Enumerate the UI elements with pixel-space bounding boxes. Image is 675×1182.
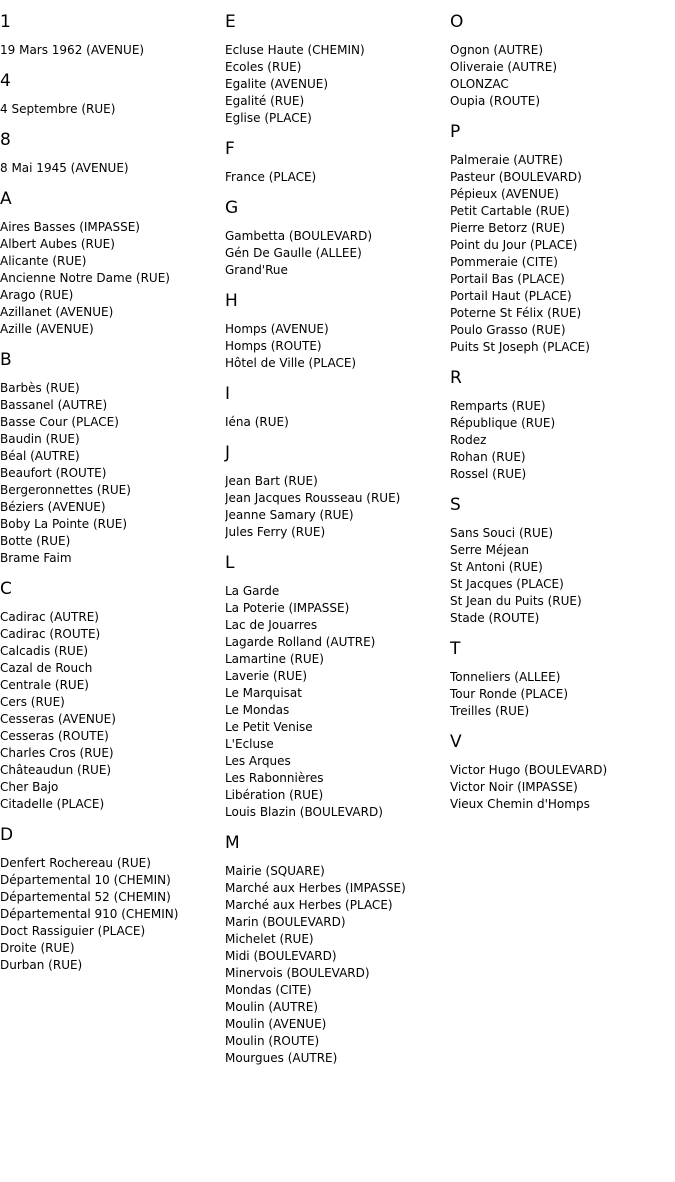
street-link[interactable]: Victor Hugo (BOULEVARD) — [450, 763, 608, 777]
street-link[interactable]: Droite (RUE) — [0, 941, 75, 955]
letter-heading: O — [450, 12, 464, 32]
letter-group — [0, 130, 222, 177]
street-link[interactable]: Minervois (BOULEVARD) — [225, 966, 370, 980]
street-link[interactable]: Grand'Rue — [225, 263, 288, 277]
letter-heading: A — [0, 189, 12, 209]
letter-heading: E — [225, 12, 236, 32]
street-link[interactable]: Citadelle (PLACE) — [0, 797, 105, 811]
street-link[interactable]: Ancienne Notre Dame (RUE) — [0, 271, 170, 285]
street-link[interactable]: Libération (RUE) — [225, 788, 324, 802]
street-link[interactable]: Stade (ROUTE) — [450, 611, 540, 625]
street-link[interactable]: Calcadis (RUE) — [0, 644, 89, 658]
street-link[interactable]: Alicante (RUE) — [0, 254, 87, 268]
letter-group — [450, 732, 672, 813]
street-link[interactable]: Laverie (RUE) — [225, 669, 308, 683]
street-link[interactable]: Oupia (ROUTE) — [450, 94, 541, 108]
letter-heading: T — [450, 639, 461, 659]
street-link[interactable]: Moulin (ROUTE) — [225, 1034, 320, 1048]
street-link[interactable]: Châteaudun (RUE) — [0, 763, 112, 777]
street-link[interactable]: Lagarde Rolland (AUTRE) — [225, 635, 376, 649]
letter-heading: S — [450, 495, 461, 515]
street-link[interactable]: 8 Mai 1945 (AVENUE) — [0, 161, 129, 175]
street-link[interactable]: Basse Cour (PLACE) — [0, 415, 119, 429]
letter-group — [225, 833, 447, 1067]
street-list — [225, 863, 447, 1067]
letter-heading: C — [0, 579, 12, 599]
letter-group — [225, 12, 447, 127]
street-list — [225, 414, 447, 431]
street-link[interactable]: Homps (AVENUE) — [225, 322, 329, 336]
street-link[interactable]: Départemental 52 (CHEMIN) — [0, 890, 171, 904]
street-link[interactable]: Moulin (AUTRE) — [225, 1000, 318, 1014]
letter-group — [450, 12, 672, 110]
letter-group — [0, 189, 222, 338]
letter-heading: J — [225, 443, 231, 463]
street-link[interactable]: Midi (BOULEVARD) — [225, 949, 337, 963]
street-link[interactable]: France (PLACE) — [225, 170, 317, 184]
street-link[interactable]: Poterne St Félix (RUE) — [450, 306, 582, 320]
street-link[interactable]: Rossel (RUE) — [450, 467, 527, 481]
street-link[interactable]: Cesseras (AVENUE) — [0, 712, 116, 726]
letter-group — [225, 291, 447, 372]
letter-group — [225, 443, 447, 541]
street-link[interactable]: Cers (RUE) — [0, 695, 65, 709]
street-link[interactable]: Jeanne Samary (RUE) — [225, 508, 354, 522]
letter-group — [225, 384, 447, 431]
street-link[interactable]: Départemental 10 (CHEMIN) — [0, 873, 171, 887]
street-link[interactable]: Ecoles (RUE) — [225, 60, 302, 74]
street-link[interactable]: Béal (AUTRE) — [0, 449, 80, 463]
street-link[interactable]: Ecluse Haute (CHEMIN) — [225, 43, 365, 57]
letter-heading: 1 — [0, 12, 11, 32]
street-list — [450, 152, 672, 356]
street-list — [0, 380, 222, 567]
letter-heading: I — [225, 384, 231, 404]
street-link[interactable]: Rodez — [450, 433, 487, 447]
street-link[interactable]: Cadirac (ROUTE) — [0, 627, 101, 641]
street-link[interactable]: Lamartine (RUE) — [225, 652, 324, 666]
street-list — [0, 855, 222, 974]
street-link[interactable]: Les Arques — [225, 754, 291, 768]
street-link[interactable]: Brame Faim — [0, 551, 72, 565]
street-list — [0, 42, 222, 59]
street-list — [225, 169, 447, 186]
street-link[interactable]: Iéna (RUE) — [225, 415, 289, 429]
street-link[interactable]: Marché aux Herbes (IMPASSE) — [225, 881, 406, 895]
street-link[interactable]: Tonneliers (ALLEE) — [450, 670, 561, 684]
street-link[interactable]: Portail Haut (PLACE) — [450, 289, 572, 303]
street-list — [225, 583, 447, 821]
street-link[interactable]: St Jean du Puits (RUE) — [450, 594, 582, 608]
street-link[interactable]: Egalité (RUE) — [225, 94, 305, 108]
street-link[interactable]: Vieux Chemin d'Homps — [450, 797, 590, 811]
index-column-1 — [0, 0, 222, 986]
letter-heading: V — [450, 732, 462, 752]
street-link[interactable]: Cesseras (ROUTE) — [0, 729, 109, 743]
street-link[interactable]: Egalite (AVENUE) — [225, 77, 329, 91]
street-link[interactable]: Point du Jour (PLACE) — [450, 238, 578, 252]
letter-group — [450, 368, 672, 483]
street-link[interactable]: Jules Ferry (RUE) — [225, 525, 326, 539]
street-link[interactable]: Azillanet (AVENUE) — [0, 305, 114, 319]
street-link[interactable]: Hôtel de Ville (PLACE) — [225, 356, 357, 370]
street-link[interactable]: Moulin (AVENUE) — [225, 1017, 327, 1031]
street-link[interactable]: Bergeronnettes (RUE) — [0, 483, 131, 497]
street-link[interactable]: Cazal de Rouch — [0, 661, 93, 675]
street-link[interactable]: Charles Cros (RUE) — [0, 746, 114, 760]
street-link[interactable]: Aires Basses (IMPASSE) — [0, 220, 140, 234]
street-link[interactable]: Serre Méjean — [450, 543, 530, 557]
letter-group — [450, 495, 672, 627]
street-list — [0, 160, 222, 177]
street-link[interactable]: Albert Aubes (RUE) — [0, 237, 115, 251]
street-link[interactable]: Azille (AVENUE) — [0, 322, 94, 336]
street-link[interactable]: Pierre Betorz (RUE) — [450, 221, 566, 235]
street-link[interactable]: 19 Mars 1962 (AVENUE) — [0, 43, 145, 57]
street-link[interactable]: Eglise (PLACE) — [225, 111, 312, 125]
street-link[interactable]: Rohan (RUE) — [450, 450, 526, 464]
street-link[interactable]: La Poterie (IMPASSE) — [225, 601, 350, 615]
letter-group — [225, 139, 447, 186]
street-link[interactable]: Marché aux Herbes (PLACE) — [225, 898, 393, 912]
street-list — [450, 669, 672, 720]
letter-heading: F — [225, 139, 235, 159]
street-link[interactable]: Bassanel (AUTRE) — [0, 398, 108, 412]
letter-group — [450, 122, 672, 356]
letter-heading: B — [0, 350, 12, 370]
street-link[interactable]: Gén De Gaulle (ALLEE) — [225, 246, 362, 260]
street-link[interactable]: Béziers (AVENUE) — [0, 500, 106, 514]
street-link[interactable]: Beaufort (ROUTE) — [0, 466, 107, 480]
street-link[interactable]: Le Petit Venise — [225, 720, 313, 734]
street-link[interactable]: L'Ecluse — [225, 737, 274, 751]
street-link[interactable]: Oliveraie (AUTRE) — [450, 60, 558, 74]
street-link[interactable]: Tour Ronde (PLACE) — [450, 687, 569, 701]
street-link[interactable]: Barbès (RUE) — [0, 381, 80, 395]
letter-group — [0, 825, 222, 974]
street-link[interactable]: République (RUE) — [450, 416, 556, 430]
street-link[interactable]: Durban (RUE) — [0, 958, 83, 972]
letter-heading: H — [225, 291, 238, 311]
index-column-3 — [450, 0, 672, 825]
letter-group — [225, 198, 447, 279]
street-link[interactable]: St Antoni (RUE) — [450, 560, 543, 574]
street-link[interactable]: St Jacques (PLACE) — [450, 577, 564, 591]
street-list — [450, 525, 672, 627]
street-list — [0, 101, 222, 118]
street-link[interactable]: Treilles (RUE) — [450, 704, 530, 718]
letter-heading: 8 — [0, 130, 11, 150]
street-link[interactable]: La Garde — [225, 584, 280, 598]
street-link[interactable]: Jean Bart (RUE) — [225, 474, 318, 488]
letter-heading: P — [450, 122, 461, 142]
letter-heading: 4 — [0, 71, 11, 91]
street-link[interactable]: Lac de Jouarres — [225, 618, 318, 632]
street-link[interactable]: Cher Bajo — [0, 780, 59, 794]
street-link[interactable]: Arago (RUE) — [0, 288, 74, 302]
street-list — [0, 219, 222, 338]
letter-group — [0, 579, 222, 813]
street-link[interactable]: Michelet (RUE) — [225, 932, 314, 946]
street-link[interactable]: Marin (BOULEVARD) — [225, 915, 346, 929]
street-link[interactable]: Portail Bas (PLACE) — [450, 272, 565, 286]
street-list — [450, 42, 672, 110]
street-link[interactable]: Jean Jacques Rousseau (RUE) — [225, 491, 401, 505]
letter-heading: L — [225, 553, 235, 573]
street-link[interactable]: Victor Noir (IMPASSE) — [450, 780, 578, 794]
street-list — [450, 762, 672, 813]
letter-group — [0, 71, 222, 118]
street-link[interactable]: Baudin (RUE) — [0, 432, 80, 446]
street-link[interactable]: Remparts (RUE) — [450, 399, 546, 413]
street-link[interactable]: Boby La Pointe (RUE) — [0, 517, 128, 531]
street-link[interactable]: Départemental 910 (CHEMIN) — [0, 907, 179, 921]
street-link[interactable]: Le Marquisat — [225, 686, 302, 700]
street-link[interactable]: Gambetta (BOULEVARD) — [225, 229, 373, 243]
street-link[interactable]: Mairie (SQUARE) — [225, 864, 325, 878]
letter-heading: G — [225, 198, 239, 218]
street-list — [225, 42, 447, 127]
street-link[interactable]: Le Mondas — [225, 703, 290, 717]
street-link[interactable]: Les Rabonnières — [225, 771, 324, 785]
letter-group — [0, 350, 222, 567]
street-link[interactable]: Botte (RUE) — [0, 534, 71, 548]
street-list — [225, 321, 447, 372]
street-link[interactable]: 4 Septembre (RUE) — [0, 102, 116, 116]
street-link[interactable]: Doct Rassiguier (PLACE) — [0, 924, 146, 938]
street-link[interactable]: Ognon (AUTRE) — [450, 43, 544, 57]
street-link[interactable]: Poulo Grasso (RUE) — [450, 323, 566, 337]
letter-group — [0, 12, 222, 59]
letter-heading: D — [0, 825, 14, 845]
street-list — [0, 609, 222, 813]
street-link[interactable]: Sans Souci (RUE) — [450, 526, 554, 540]
street-link[interactable]: Homps (ROUTE) — [225, 339, 322, 353]
street-link[interactable]: Pommeraie (CITE) — [450, 255, 558, 269]
street-link[interactable]: OLONZAC — [450, 77, 509, 91]
street-link[interactable]: Petit Cartable (RUE) — [450, 204, 570, 218]
street-list — [450, 398, 672, 483]
street-link[interactable]: Pasteur (BOULEVARD) — [450, 170, 582, 184]
index-column-2 — [225, 0, 447, 1079]
street-link[interactable]: Louis Blazin (BOULEVARD) — [225, 805, 383, 819]
street-link[interactable]: Mondas (CITE) — [225, 983, 312, 997]
street-list — [225, 473, 447, 541]
street-link[interactable]: Centrale (RUE) — [0, 678, 89, 692]
street-link[interactable]: Mourgues (AUTRE) — [225, 1051, 338, 1065]
street-list — [225, 228, 447, 279]
letter-group — [225, 553, 447, 821]
letter-heading: R — [450, 368, 462, 388]
street-link[interactable]: Denfert Rochereau (RUE) — [0, 856, 151, 870]
letter-heading: M — [225, 833, 240, 853]
street-link[interactable]: Palmeraie (AUTRE) — [450, 153, 563, 167]
street-link[interactable]: Cadirac (AUTRE) — [0, 610, 99, 624]
letter-group — [450, 639, 672, 720]
street-link[interactable]: Puits St Joseph (PLACE) — [450, 340, 590, 354]
street-link[interactable]: Pépieux (AVENUE) — [450, 187, 559, 201]
